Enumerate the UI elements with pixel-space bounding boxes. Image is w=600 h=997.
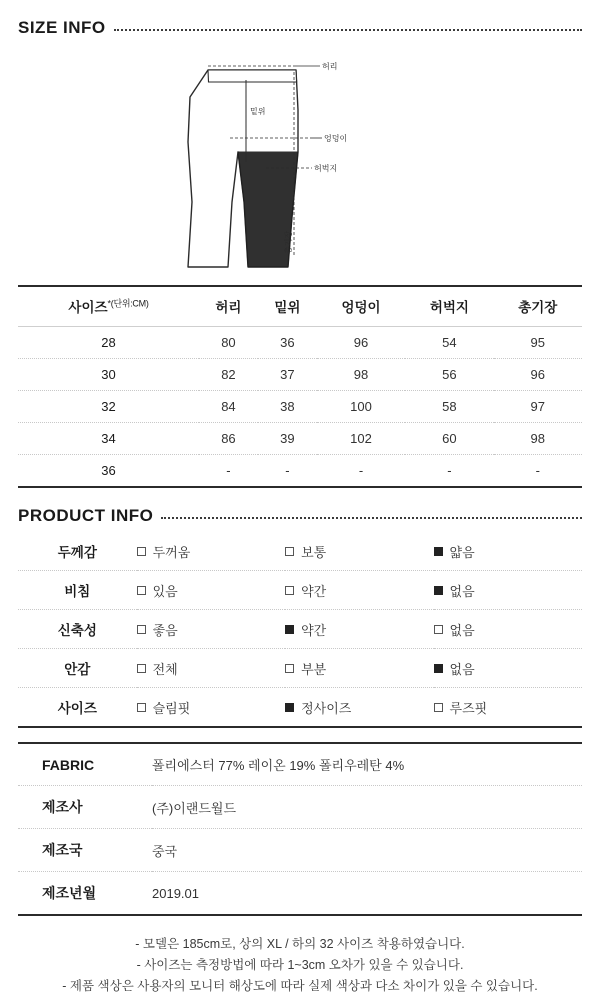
cell-thigh: 60 <box>405 423 493 455</box>
product-info-title: PRODUCT INFO <box>18 506 154 525</box>
pi-option[interactable] <box>137 698 191 717</box>
pi-option-cell <box>285 532 433 571</box>
checkbox-icon[interactable] <box>137 547 146 556</box>
pi-option-label: 없음 <box>449 583 475 599</box>
manufacture-date-value: 2019.01 <box>152 872 582 916</box>
cell-hip: - <box>317 455 405 488</box>
table-row <box>18 455 582 488</box>
pi-option-cell <box>434 649 582 688</box>
pi-option-cell <box>434 688 582 728</box>
cell-size: 36 <box>18 455 199 488</box>
cell-thigh: 58 <box>405 391 493 423</box>
checkbox-icon[interactable] <box>285 703 294 712</box>
cell-size: 30 <box>18 359 199 391</box>
pi-option-label: 부분 <box>301 661 327 677</box>
size-table-header-size <box>18 286 199 327</box>
diagram-label-hip: 엉덩이 <box>324 134 348 143</box>
size-table <box>18 285 582 488</box>
pi-option-cell <box>285 571 433 610</box>
pi-option[interactable] <box>137 581 178 600</box>
cell-hip: 98 <box>317 359 405 391</box>
pi-option-cell <box>137 571 285 610</box>
pants-diagram-svg <box>170 42 430 272</box>
pi-option-cell <box>137 688 285 728</box>
manufacture-date-label: 제조년월 <box>18 872 152 916</box>
pi-option-label: 정사이즈 <box>301 700 352 716</box>
pi-option-cell <box>434 571 582 610</box>
cell-hip: 96 <box>317 327 405 359</box>
pi-option[interactable] <box>434 581 475 600</box>
manufacturer-label: 제조사 <box>18 786 152 829</box>
pi-option-cell <box>285 688 433 728</box>
table-row <box>18 359 582 391</box>
cell-size: 32 <box>18 391 199 423</box>
cell-rise: 39 <box>258 423 317 455</box>
pi-label-thickness: 두께감 <box>18 532 137 571</box>
cell-size: 34 <box>18 423 199 455</box>
pi-label-fit: 사이즈 <box>18 688 137 728</box>
table-row <box>18 872 582 916</box>
cell-waist: 86 <box>199 423 258 455</box>
pi-option[interactable] <box>137 542 191 561</box>
pi-option-label: 전체 <box>152 661 178 677</box>
cell-thigh: - <box>405 455 493 488</box>
cell-length: 96 <box>494 359 582 391</box>
note-line: - 사이즈는 측정방법에 따라 1~3cm 오차가 있을 수 있습니다. <box>136 958 464 972</box>
cell-length: 98 <box>494 423 582 455</box>
table-row <box>18 743 582 786</box>
note-line: - 모델은 185cm로, 상의 XL / 하의 32 사이즈 착용하였습니다. <box>135 937 465 951</box>
pi-option-cell <box>434 532 582 571</box>
pi-option-label: 약간 <box>301 622 327 638</box>
origin-label: 제조국 <box>18 829 152 872</box>
table-row <box>18 688 582 728</box>
pi-option-cell <box>137 532 285 571</box>
pi-option[interactable] <box>285 581 326 600</box>
cell-waist: - <box>199 455 258 488</box>
manufacturer-value: (주)이랜드월드 <box>152 786 582 829</box>
diagram-label-thigh: 허벅지 <box>314 164 338 173</box>
cell-rise: 38 <box>258 391 317 423</box>
size-table-header-thigh: 허벅지 <box>405 286 493 327</box>
fabric-info-table <box>18 742 582 916</box>
checkbox-icon[interactable] <box>285 625 294 634</box>
diagram-label-rise: 밑위 <box>250 107 266 116</box>
diagram-label-length: 총기장 <box>284 230 293 254</box>
header-label-size: 사이즈 <box>68 300 108 315</box>
cell-hip: 102 <box>317 423 405 455</box>
cell-thigh: 54 <box>405 327 493 359</box>
cell-rise: 37 <box>258 359 317 391</box>
cell-rise: - <box>258 455 317 488</box>
fabric-label: FABRIC <box>18 743 152 786</box>
pi-option[interactable] <box>137 659 178 678</box>
pi-option-label: 없음 <box>449 622 475 638</box>
pi-option-label: 없음 <box>449 661 475 677</box>
pi-option[interactable] <box>434 698 488 717</box>
size-table-header-rise: 밑위 <box>258 286 317 327</box>
checkbox-icon[interactable] <box>434 703 443 712</box>
cell-waist: 82 <box>199 359 258 391</box>
pi-option[interactable] <box>137 620 178 639</box>
size-table-header-length: 총기장 <box>494 286 582 327</box>
table-row <box>18 532 582 571</box>
pi-option-cell <box>285 649 433 688</box>
note-line: - 제품 색상은 사용자의 모니터 해상도에 따라 실제 색상과 다소 차이가 있을 수 있습니다. <box>62 979 538 993</box>
pi-option[interactable] <box>434 620 475 639</box>
table-row <box>18 829 582 872</box>
checkbox-icon[interactable] <box>434 625 443 634</box>
diagram-label-waist: 허리 <box>322 62 338 71</box>
cell-size: 28 <box>18 327 199 359</box>
pi-option[interactable] <box>434 542 475 561</box>
notes-block <box>18 934 582 997</box>
size-info-heading <box>18 0 582 38</box>
table-row <box>18 786 582 829</box>
origin-value: 중국 <box>152 829 582 872</box>
pi-label-lining: 안감 <box>18 649 137 688</box>
pi-option[interactable] <box>285 698 351 717</box>
checkbox-icon[interactable] <box>285 664 294 673</box>
checkbox-icon[interactable] <box>137 586 146 595</box>
pi-option-label: 보통 <box>301 544 327 560</box>
table-row <box>18 610 582 649</box>
pi-option-label: 좋음 <box>152 622 178 638</box>
pants-measurement-diagram <box>18 42 582 277</box>
cell-length: - <box>494 455 582 488</box>
heading-divider <box>161 517 582 519</box>
heading-divider <box>114 29 582 31</box>
product-info-table <box>18 532 582 728</box>
pi-option-cell <box>285 610 433 649</box>
table-row <box>18 327 582 359</box>
cell-waist: 80 <box>199 327 258 359</box>
checkbox-icon[interactable] <box>285 547 294 556</box>
cell-hip: 100 <box>317 391 405 423</box>
checkbox-icon[interactable] <box>434 547 443 556</box>
size-table-header-row <box>18 286 582 327</box>
pi-label-elasticity: 신축성 <box>18 610 137 649</box>
table-row <box>18 423 582 455</box>
table-row <box>18 391 582 423</box>
pi-option-cell <box>137 649 285 688</box>
checkbox-icon[interactable] <box>137 703 146 712</box>
pi-option-label: 있음 <box>152 583 178 599</box>
checkbox-icon[interactable] <box>137 664 146 673</box>
pi-option-label: 슬림핏 <box>152 700 191 716</box>
checkbox-icon[interactable] <box>285 586 294 595</box>
checkbox-icon[interactable] <box>137 625 146 634</box>
cell-rise: 36 <box>258 327 317 359</box>
pi-option-cell <box>137 610 285 649</box>
pi-option-label: 두꺼움 <box>152 544 191 560</box>
header-unit-note: *(단위:CM) <box>107 298 149 309</box>
pi-option[interactable] <box>434 659 475 678</box>
cell-length: 95 <box>494 327 582 359</box>
cell-thigh: 56 <box>405 359 493 391</box>
pi-option-cell <box>434 610 582 649</box>
fabric-value: 폴리에스터 77% 레이온 19% 폴리우레탄 4% <box>152 743 582 786</box>
pi-option[interactable] <box>285 620 326 639</box>
size-info-title: SIZE INFO <box>18 18 106 37</box>
cell-waist: 84 <box>199 391 258 423</box>
size-table-header-hip: 엉덩이 <box>317 286 405 327</box>
pi-option-label: 루즈핏 <box>449 700 488 716</box>
checkbox-icon[interactable] <box>434 664 443 673</box>
pi-option-label: 얇음 <box>449 544 475 560</box>
table-row <box>18 649 582 688</box>
cell-length: 97 <box>494 391 582 423</box>
table-row <box>18 571 582 610</box>
pi-option[interactable] <box>285 659 326 678</box>
product-info-heading <box>18 488 582 526</box>
pi-option-label: 약간 <box>301 583 327 599</box>
pi-option[interactable] <box>285 542 326 561</box>
pi-label-transparency: 비침 <box>18 571 137 610</box>
checkbox-icon[interactable] <box>434 586 443 595</box>
size-table-header-waist: 허리 <box>199 286 258 327</box>
